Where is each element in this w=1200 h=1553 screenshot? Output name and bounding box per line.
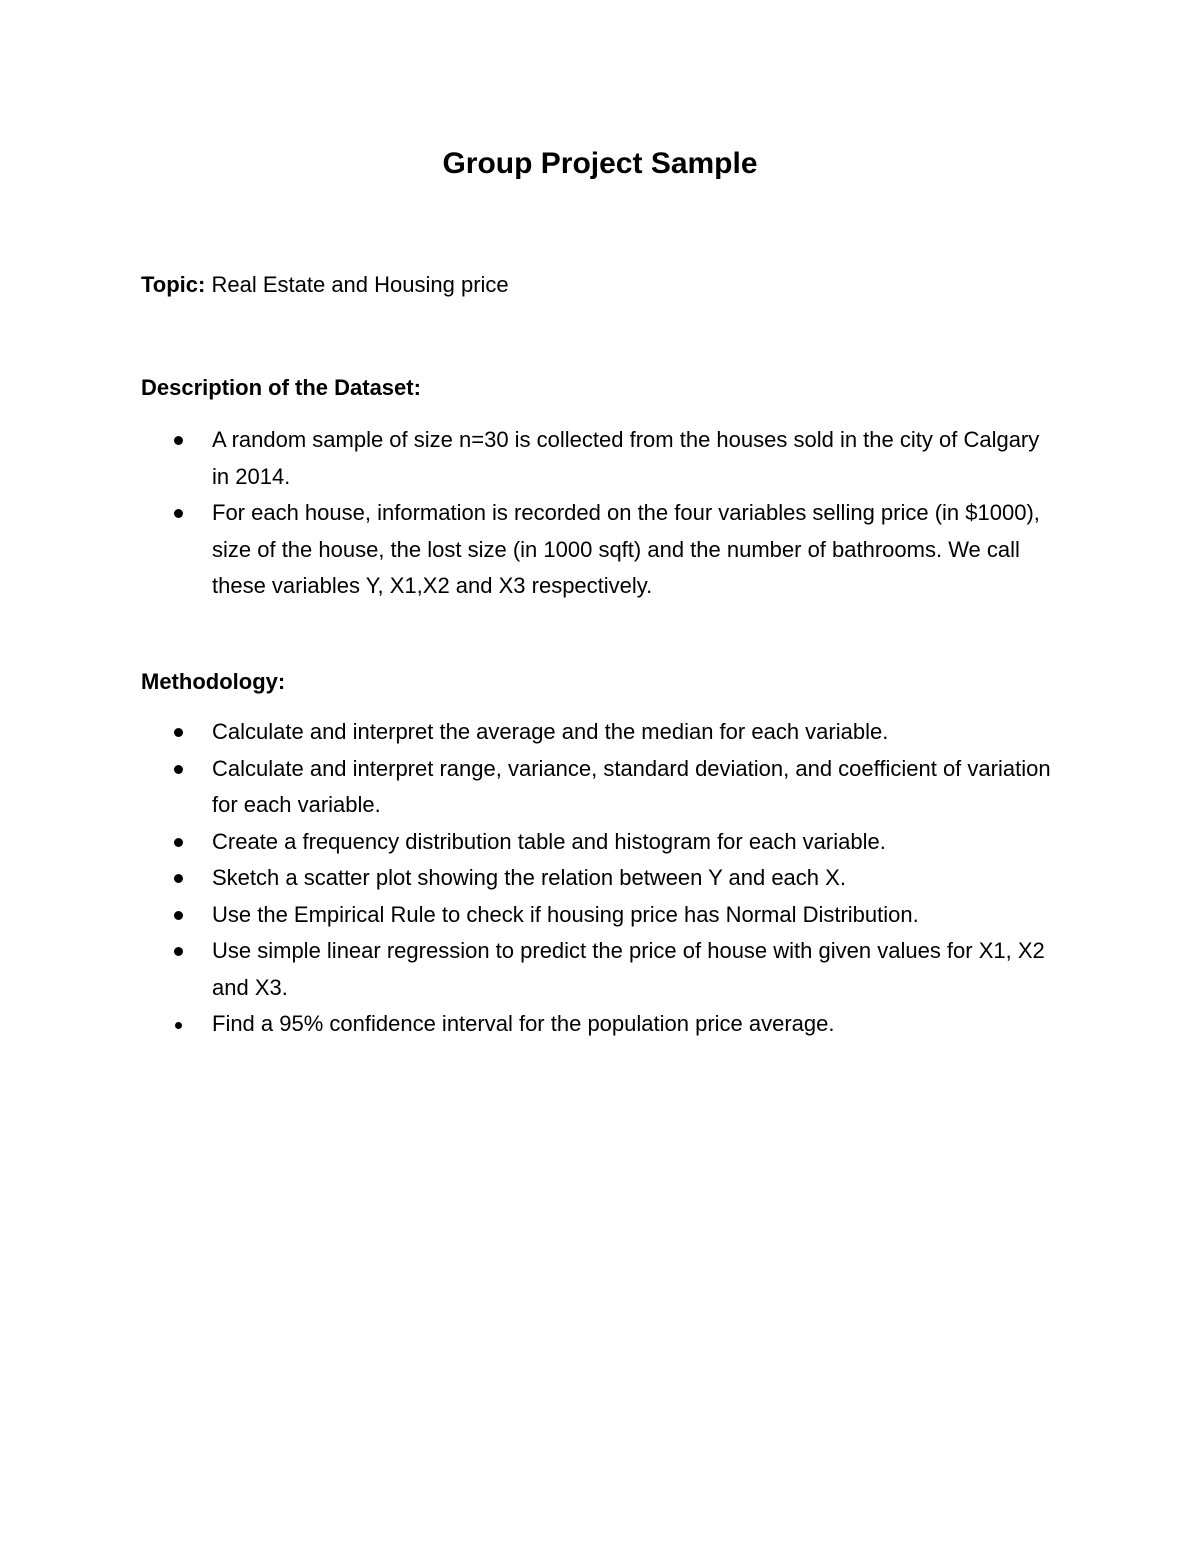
bullet-icon xyxy=(174,911,183,920)
list-item-text: Use the Empirical Rule to check if housing price has Normal Distribution. xyxy=(212,901,919,927)
bullet-icon xyxy=(174,838,183,847)
list-item xyxy=(141,751,1061,824)
bullet-icon xyxy=(175,1022,182,1029)
list-item-text: Sketch a scatter plot showing the relation between Y and each X. xyxy=(212,865,846,890)
list-item-text: Create a frequency distribution table and histogram for each variable. xyxy=(212,828,886,854)
list-item xyxy=(141,714,1061,751)
bullet-icon xyxy=(174,728,183,737)
topic-value: Real Estate and Housing price xyxy=(211,272,509,297)
dataset-bullet-list xyxy=(141,422,1061,605)
list-item xyxy=(141,824,1061,861)
list-item xyxy=(141,933,1061,1006)
list-item-text: A random sample of size n=30 is collected from the houses sold in the city of Calgary in 2014. xyxy=(212,427,1040,489)
list-item-text: Use simple linear regression to predict the price of house with given values for X1, X2 and X3. xyxy=(212,938,1045,1000)
bullet-icon xyxy=(174,509,183,518)
list-item-text: Calculate and interpret range, variance, standard deviation, and coefficient of variation for each variable. xyxy=(212,755,1051,817)
bullet-icon xyxy=(174,436,183,445)
topic-label: Topic: xyxy=(141,272,206,297)
list-item-text: Find a 95% confidence interval for the population price average. xyxy=(212,1011,835,1036)
document-title: Group Project Sample xyxy=(442,147,758,180)
bullet-icon xyxy=(174,947,183,956)
bullet-icon xyxy=(174,765,183,774)
bullet-icon xyxy=(174,874,183,883)
list-item xyxy=(141,422,1061,495)
dataset-section-heading: Description of the Dataset: xyxy=(141,375,421,400)
list-item-text: Calculate and interpret the average and the median for each variable. xyxy=(212,719,889,744)
list-item xyxy=(141,495,1061,605)
list-item xyxy=(141,897,1061,934)
methodology-bullet-list xyxy=(141,714,1061,1043)
topic-line xyxy=(141,268,509,302)
methodology-section-heading: Methodology: xyxy=(141,669,286,694)
list-item-text: For each house, information is recorded on the four variables selling price (in $1000), size of the house, the lost size (in 1000 sqft) and the number of bathrooms. We call these variables Y, X1,X2 and X3 respectively. xyxy=(212,500,1040,598)
list-item xyxy=(141,860,1061,897)
list-item xyxy=(141,1006,1061,1043)
